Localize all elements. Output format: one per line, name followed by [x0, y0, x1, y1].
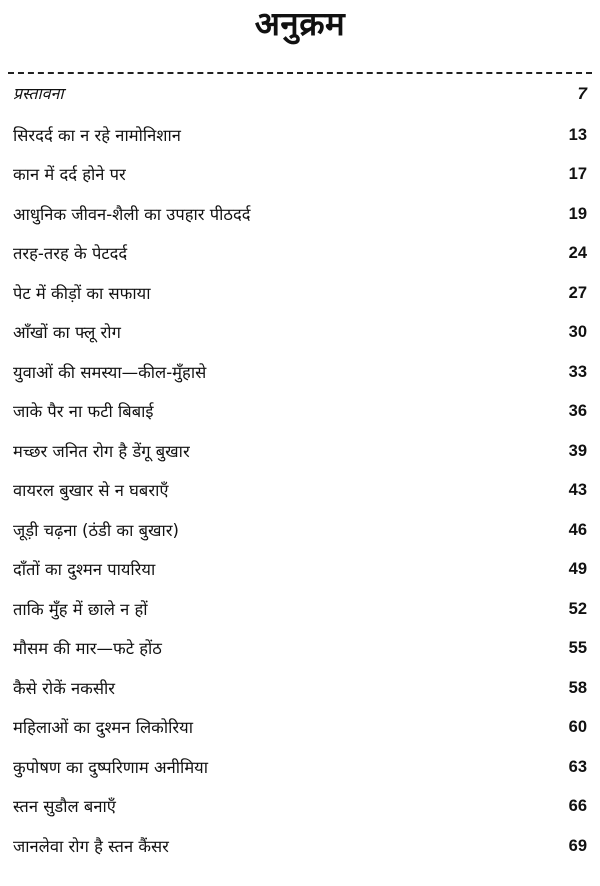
entry-page-number: 36	[568, 402, 587, 420]
entry-page-number: 49	[568, 560, 587, 578]
entry-title: मच्छर जनित रोग है डेंगू बुखार	[13, 441, 190, 461]
entry-page-number: 55	[568, 639, 587, 657]
entry-page-number: 52	[568, 599, 587, 618]
entry-page-number: 46	[568, 520, 587, 539]
contents-entry	[0, 274, 600, 314]
entry-page-number: 39	[568, 441, 587, 460]
entry-title: वायरल बुखार से न घबराएँ	[13, 481, 169, 500]
entry-page-number: 66	[568, 797, 587, 815]
entry-title: दाँतों का दुश्मन पायरिया	[13, 560, 156, 579]
entry-page-number: 43	[568, 481, 587, 499]
contents-entry	[0, 195, 600, 235]
entry-title: जाके पैर ना फटी बिबाई	[13, 402, 154, 421]
entry-title: कुपोषण का दुष्परिणाम अनीमिया	[13, 757, 209, 777]
entry-title: मौसम की मार—फटे होंठ	[13, 639, 162, 658]
contents-entry	[0, 550, 600, 590]
title-divider	[8, 72, 592, 74]
entry-title: आँखों का फ्लू रोग	[13, 323, 121, 342]
contents-entry	[0, 511, 600, 551]
entry-title: कैसे रोकें नकसीर	[13, 678, 116, 698]
contents-entry	[0, 392, 600, 432]
entry-title: स्तन सुडौल बनाएँ	[13, 797, 116, 816]
contents-entry	[0, 116, 600, 156]
entry-page-number: 7	[577, 84, 587, 103]
contents-entry	[0, 76, 600, 116]
contents-entry	[0, 629, 600, 669]
entry-title: युवाओं की समस्या—कील-मुँहासे	[13, 362, 207, 382]
entry-page-number: 30	[568, 323, 587, 341]
contents-entry	[0, 313, 600, 353]
contents-entry	[0, 432, 600, 472]
entry-title: जूड़ी चढ़ना (ठंडी का बुखार)	[13, 520, 179, 540]
entry-page-number: 17	[568, 165, 587, 183]
entry-page-number: 60	[568, 718, 587, 736]
entry-title: प्रस्तावना	[13, 84, 64, 103]
contents-entry	[0, 669, 600, 709]
entry-title: आधुनिक जीवन-शैली का उपहार पीठदर्द	[13, 204, 251, 224]
page-title: अनुक्रम	[254, 4, 346, 43]
entry-page-number: 27	[568, 283, 587, 302]
entry-page-number: 24	[568, 244, 587, 262]
contents-entry	[0, 155, 600, 195]
entry-title: तरह-तरह के पेटदर्द	[13, 244, 128, 263]
contents-list	[0, 76, 600, 866]
entry-title: पेट में कीड़ों का सफाया	[13, 283, 151, 303]
contents-entry	[0, 827, 600, 867]
contents-entry	[0, 590, 600, 630]
contents-entry	[0, 748, 600, 788]
entry-page-number: 63	[568, 757, 587, 776]
contents-entry	[0, 471, 600, 511]
entry-page-number: 13	[568, 125, 587, 144]
entry-page-number: 69	[568, 836, 587, 855]
entry-title: कान में दर्द होने पर	[13, 165, 126, 184]
contents-entry	[0, 708, 600, 748]
entry-title: सिरदर्द का न रहे नामोनिशान	[13, 125, 181, 145]
entry-page-number: 33	[568, 362, 587, 381]
entry-title: जानलेवा रोग है स्तन कैंसर	[13, 836, 169, 856]
contents-entry	[0, 353, 600, 393]
entry-title: ताकि मुँह में छाले न हों	[13, 599, 148, 619]
entry-title: महिलाओं का दुश्मन लिकोरिया	[13, 718, 193, 737]
contents-entry	[0, 787, 600, 827]
entry-page-number: 58	[568, 678, 587, 697]
entry-page-number: 19	[568, 204, 587, 223]
contents-entry	[0, 234, 600, 274]
